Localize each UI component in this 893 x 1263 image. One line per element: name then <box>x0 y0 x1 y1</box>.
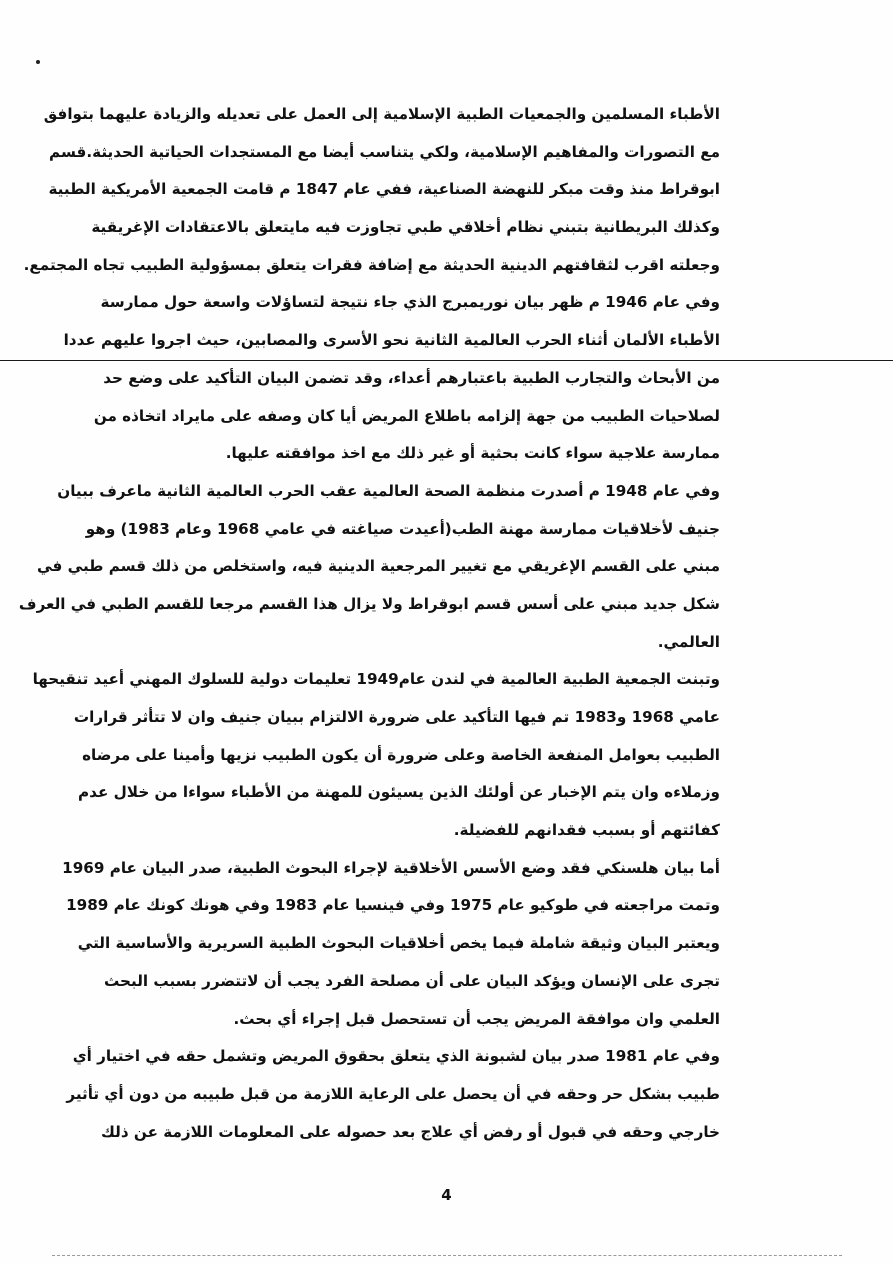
text-line: وجعلته اقرب لثقافتهم الدينية الحديثة مع إضافة فقرات يتعلق بمسؤولية الطبيب تجاه المجتمع. <box>23 255 720 274</box>
text-line: العلمي وان موافقة المريض يجب أن تستحصل قبل إجراء أي بحث. <box>233 1009 720 1028</box>
bottom-page-edge <box>52 1255 842 1256</box>
text-line: خارجي وحقه في قبول أو رفض أي علاج بعد حصوله على المعلومات اللازمة عن ذلك <box>100 1122 720 1141</box>
text-line: ابوقراط منذ وقت مبكر للنهضة الصناعية، ففي عام 1847 م قامت الجمعية الأمريكية الطبية <box>48 180 720 199</box>
text-line: وفي عام 1948 م أصدرت منظمة الصحة العالمية عقب الحرب العالمية الثانية ماعرف ببيان <box>57 481 720 500</box>
document-body <box>18 96 720 1151</box>
text-line: وكذلك البريطانية بتبني نظام أخلاقي طبي تجاوزت فيه مايتعلق بالاعتقادات الإغريقية <box>91 218 720 237</box>
text-line: الطبيب بعوامل المنفعة الخاصة وعلى ضرورة أن يكون الطبيب نزيها وأمينا على مرضاه <box>82 745 720 764</box>
text-line: وفي عام 1981 صدر بيان لشبونة الذي يتعلق بحقوق المريض وتشمل حقه في اختيار أي <box>72 1047 720 1066</box>
text-line: جنيف لأخلاقيات ممارسة مهنة الطب(أعيدت صياغته في عامي 1968 وعام 1983) وهو <box>85 519 720 538</box>
text-line: وتبنت الجمعية الطبية العالمية في لندن عام1949 تعليمات دولية للسلوك المهني أعيد تنقيحها <box>32 670 720 689</box>
text-line: تجرى على الإنسان ويؤكد البيان على أن مصلحة الفرد يجب أن لاتتضرر بسبب البحث <box>103 971 720 990</box>
text-line: الأطباء الألمان أثناء الحرب العالمية الثانية نحو الأسرى والمصابين، حيث اجروا عليهم عددا <box>63 331 720 350</box>
text-line: وزملاءه وان يتم الإخبار عن أولئك الذين يسيئون للمهنة من الأطباء سواءا من خلال عدم <box>78 783 720 802</box>
text-line: الأطباء المسلمين والجمعيات الطبية الإسلامية إلى العمل على تعديله والزيادة عليهما بتوافق <box>43 105 720 123</box>
text-line: مبني على القسم الإغريقي مع تغيير المرجعية الدينية فيه، واستخلص من ذلك قسم طبي في <box>37 557 720 576</box>
text-line: عامي 1968 و1983 تم فيها التأكيد على ضرورة الالتزام ببيان جنيف وان لا تتأثر قرارات <box>73 708 720 726</box>
text-line: وفي عام 1946 م ظهر بيان نوريمبرج الذي جاء نتيجة لتساؤلات واسعة حول ممارسة <box>100 293 720 312</box>
text-line: طبيب بشكل حر وحقه في أن يحصل على الرعاية اللازمة من قبل طبيبه من دون أي تأثير <box>66 1084 720 1103</box>
stray-dot-mark <box>36 60 40 64</box>
text-line: شكل جديد مبني على أسس قسم ابوقراط ولا يزال هذا القسم مرجعا للقسم الطبي في العرف <box>18 594 720 613</box>
text-line: لصلاحيات الطبيب من جهة إلزامه باطلاع المريض أيا كان وصفه على مايراد اتخاذه من <box>93 406 720 425</box>
text-line: مع التصورات والمفاهيم الإسلامية، ولكي يتناسب أيضا مع المستجدات الحياتية الحديثة.قسم <box>49 142 720 161</box>
text-line: أما بيان هلسنكي فقد وضع الأسس الأخلاقية لإجراء البحوث الطبية، صدر البيان عام 1969 <box>62 858 720 877</box>
text-line: من الأبحاث والتجارب الطبية باعتبارهم أعداء، وقد تضمن البيان التأكيد على وضع حد <box>103 368 720 387</box>
text-line: العالمي. <box>657 632 720 651</box>
page-number: 4 <box>441 1186 452 1204</box>
text-line: ممارسة علاجية سواء كانت بحثية أو غير ذلك مع اخذ موافقته عليها. <box>225 444 720 463</box>
horizontal-scan-line <box>0 360 893 361</box>
text-line: ويعتبر البيان وثيقة شاملة فيما يخص أخلاقيات البحوث الطبية السريرية والأساسية التي <box>77 934 720 953</box>
text-line: وتمت مراجعته في طوكيو عام 1975 وفي فينسيا عام 1983 وفي هونك كونك عام 1989 <box>66 896 720 915</box>
text-line: كفائتهم أو بسبب فقدانهم للفضيلة. <box>453 821 720 840</box>
